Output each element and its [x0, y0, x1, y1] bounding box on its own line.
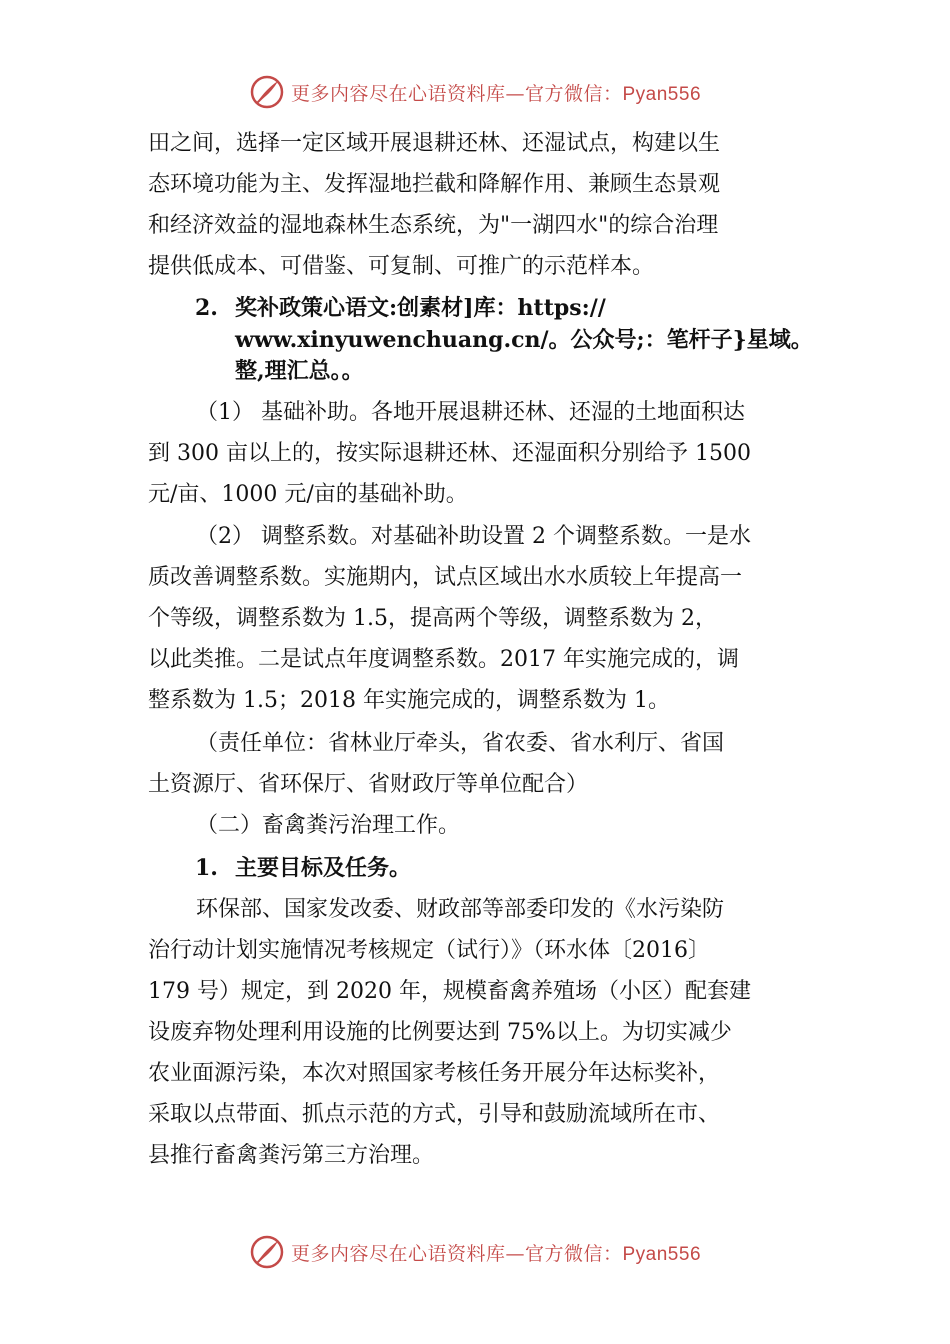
- heading-line: www.xinyuwenchuang.cn/。公众号;：笔杆子}星域。: [235, 327, 813, 353]
- paragraph-line: 县推行畜禽粪污第三方治理。: [148, 1143, 435, 1168]
- subheading-main-goals: [195, 852, 411, 884]
- paragraph-line: 农业面源污染，本次对照国家考核任务开展分年达标奖补，: [148, 1061, 721, 1086]
- subheading-award-policy: [195, 292, 606, 324]
- watermark-text: 更多内容尽在心语资料库—官方微信：Pyan556: [290, 1242, 702, 1265]
- paragraph-line: （1） 基础补助。各地开展退耕还林、还湿的土地面积达: [196, 400, 745, 425]
- watermark-text: 更多内容尽在心语资料库—官方微信：Pyan556: [290, 82, 702, 105]
- paragraph-line: 环保部、国家发改委、财政部等部委印发的《水污染防: [196, 897, 725, 922]
- heading-number: 2.: [195, 295, 218, 321]
- paragraph-line: 治行动计划实施情况考核规定（试行）》（环水体〔2016〕: [148, 938, 710, 963]
- paragraph-line: 到 300 亩以上的，按实际退耕还林、还湿面积分别给予 1500: [148, 441, 751, 466]
- paragraph-line: 质改善调整系数。实施期内，试点区域出水水质较上年提高一: [148, 565, 743, 590]
- paragraph-line: 态环境功能为主、发挥湿地拦截和降解作用、兼顾生态景观: [148, 172, 721, 197]
- paragraph-line: 整系数为 1.5；2018 年实施完成的，调整系数为 1。: [148, 688, 670, 713]
- paragraph-line: 土资源厅、省环保厅、省财政厅等单位配合）: [148, 772, 589, 797]
- quill-pen-logo-icon: [249, 1234, 285, 1270]
- paragraph-line: 和经济效益的湿地森林生态系统，为"一湖四水"的综合治理: [148, 213, 719, 238]
- heading-text: 奖补政策心语文:创素材]库：https://: [235, 295, 606, 321]
- paragraph-line: （2） 调整系数。对基础补助设置 2 个调整系数。一是水: [196, 524, 751, 549]
- paragraph-line: 提供低成本、可借鉴、可复制、可推广的示范样本。: [148, 254, 655, 279]
- paragraph-line: 田之间，选择一定区域开展退耕还林、还湿试点，构建以生: [148, 131, 721, 156]
- paragraph-line: 采取以点带面、抓点示范的方式，引导和鼓励流域所在市、: [148, 1102, 721, 1127]
- footer-watermark: [0, 1232, 950, 1272]
- paragraph-line: 设废弃物处理利用设施的比例要达到 75%以上。为切实减少: [148, 1020, 732, 1045]
- paragraph-line: 以此类推。二是试点年度调整系数。2017 年实施完成的，调: [148, 647, 739, 672]
- paragraph-line: 元/亩、1000 元/亩的基础补助。: [148, 482, 468, 507]
- heading-line: 整,理汇总。。: [235, 358, 364, 384]
- heading-number: 1.: [195, 855, 218, 881]
- paragraph-line: 179 号）规定，到 2020 年，规模畜禽养殖场（小区）配套建: [148, 979, 751, 1004]
- heading-text: 主要目标及任务。: [235, 855, 412, 881]
- paragraph-line: （责任单位：省林业厅牵头，省农委、省水利厅、省国: [196, 731, 725, 756]
- section-heading: （二）畜禽粪污治理工作。: [196, 813, 461, 838]
- header-watermark: [0, 72, 950, 112]
- quill-pen-logo-icon: [249, 74, 285, 110]
- paragraph-line: 个等级，调整系数为 1.5，提高两个等级，调整系数为 2，: [148, 606, 717, 631]
